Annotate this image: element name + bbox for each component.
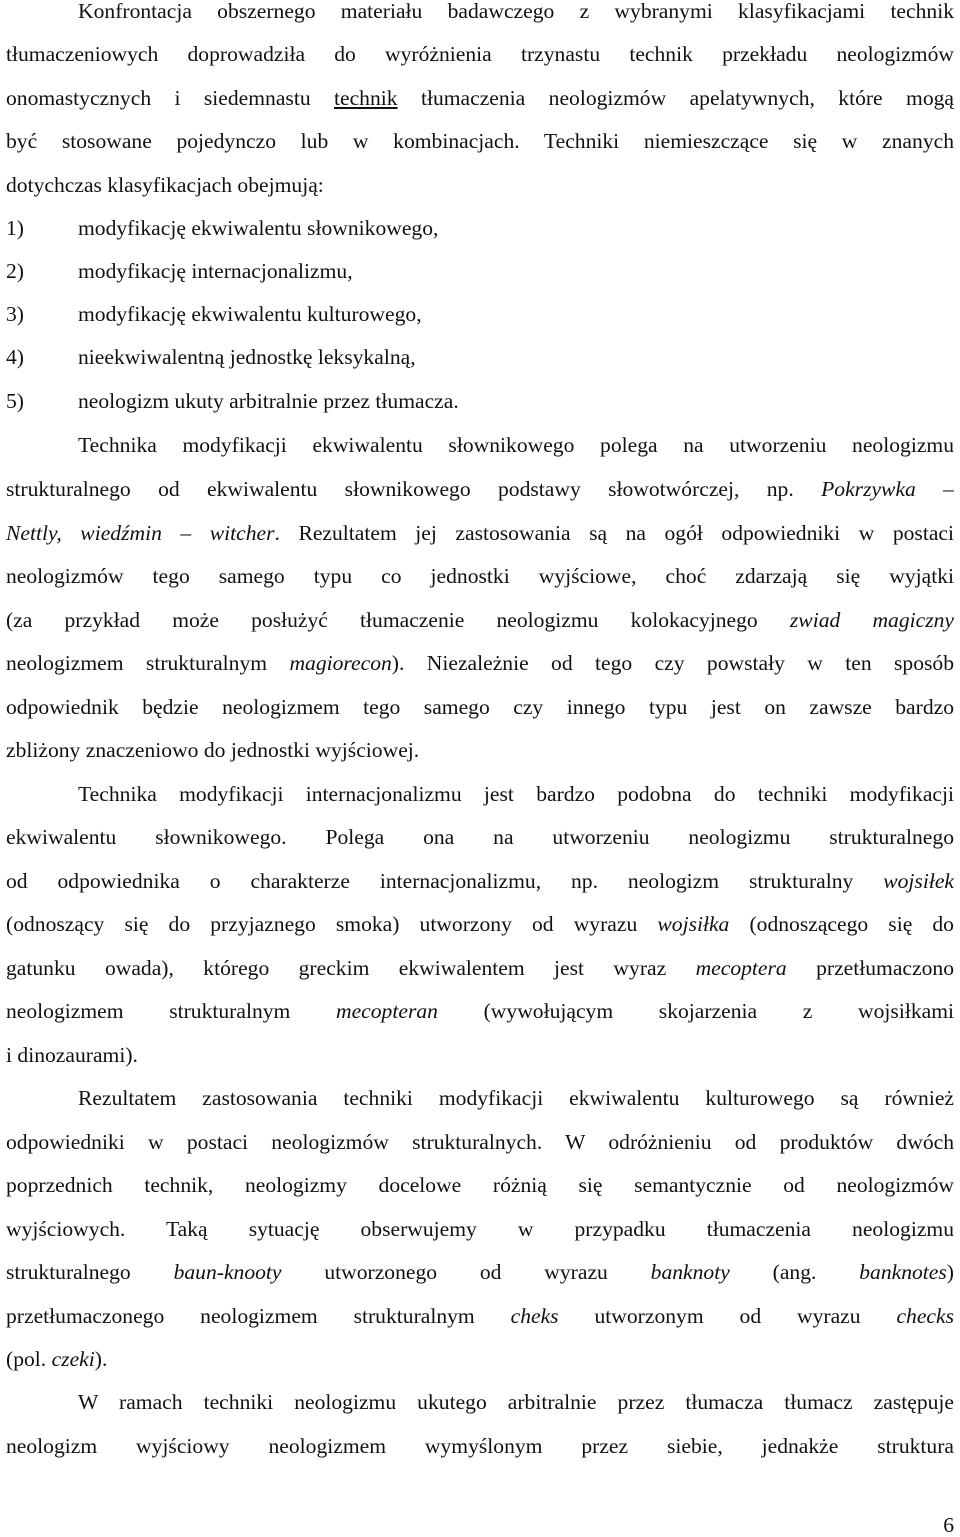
text-span: (odnoszącego się do bbox=[729, 912, 954, 936]
text-span: ). bbox=[94, 1347, 108, 1371]
paragraph-line bbox=[6, 1214, 954, 1244]
paragraph-line bbox=[6, 953, 954, 983]
list-item bbox=[6, 256, 954, 286]
paragraph-line bbox=[6, 909, 954, 939]
text-span: neologizm wyjściowy neologizmem wymyślonym przez siebie, jednakże struktura bbox=[6, 1434, 954, 1458]
italic-term: cheks bbox=[510, 1304, 559, 1328]
text-span: onomastycznych i siedemnastu bbox=[6, 86, 335, 110]
text-span: (odnoszący się do przyjaznego smoka) utworzony od wyrazu bbox=[6, 912, 658, 936]
paragraph-line bbox=[6, 1127, 954, 1157]
italic-term: Pokrzywka – bbox=[821, 477, 954, 501]
list-number: 1) bbox=[6, 216, 24, 240]
text-span: Konfrontacja obszernego materiału badawczego z wybranymi klasyfikacjami technik bbox=[78, 0, 954, 23]
text-span: . Rezultatem jej zastosowania są na ogół odpowiedniki w postaci bbox=[274, 521, 954, 545]
underlined-word: technik bbox=[334, 86, 398, 110]
text-span: poprzednich technik, neologizmy docelowe różnią się semantycznie od neologizmów bbox=[6, 1173, 954, 1197]
list-item bbox=[6, 342, 954, 372]
paragraph-line bbox=[6, 1040, 954, 1070]
paragraph-line bbox=[78, 1083, 954, 1113]
text-span: neologizmów tego samego typu co jednostki wyjściowe, choć zdarzają się wyjątki bbox=[6, 564, 954, 588]
paragraph-line bbox=[78, 0, 954, 26]
text-span: odpowiednik będzie neologizmem tego samego czy innego typu jest on zawsze bardzo bbox=[6, 695, 954, 719]
text-span: odpowiedniki w postaci neologizmów strukturalnych. W odróżnieniu od produktów dwóch bbox=[6, 1130, 954, 1154]
italic-term: checks bbox=[896, 1304, 954, 1328]
text-span: tłumaczenia neologizmów apelatywnych, które mogą bbox=[397, 86, 954, 110]
list-number: 2) bbox=[6, 259, 24, 283]
text-span: Rezultatem zastosowania techniki modyfikacji ekwiwalentu kulturowego są również bbox=[78, 1086, 954, 1110]
text-span: (za przykład może posłużyć tłumaczenie neologizmu kolokacyjnego bbox=[6, 608, 790, 632]
paragraph-line bbox=[6, 1257, 954, 1287]
paragraph-line bbox=[6, 170, 954, 200]
text-span: ) bbox=[946, 1260, 954, 1284]
italic-term: baun-knooty bbox=[173, 1260, 282, 1284]
paragraph-line bbox=[6, 648, 954, 678]
list-text: neologizm ukuty arbitralnie przez tłumacza. bbox=[78, 389, 459, 413]
italic-term: wojsiłka bbox=[657, 912, 730, 936]
italic-term: zwiad magiczny bbox=[789, 608, 954, 632]
paragraph-line bbox=[78, 779, 954, 809]
italic-term: czeki bbox=[51, 1347, 95, 1371]
italic-term: mecoptera bbox=[695, 956, 787, 980]
paragraph-line bbox=[6, 692, 954, 722]
text-span: strukturalnego od ekwiwalentu słownikowego podstawy słowotwórczej, np. bbox=[6, 477, 822, 501]
text-span: Technika modyfikacji internacjonalizmu jest bardzo podobna do techniki modyfikacji bbox=[78, 782, 954, 806]
list-item bbox=[6, 386, 954, 416]
list-item bbox=[6, 299, 954, 329]
paragraph-line bbox=[6, 735, 954, 765]
text-span: przetłumaczonego neologizmem strukturalnym bbox=[6, 1304, 511, 1328]
paragraph-line bbox=[6, 561, 954, 591]
paragraph-line bbox=[6, 866, 954, 896]
text-span: (pol. bbox=[6, 1347, 52, 1371]
text-span: ekwiwalentu słownikowego. Polega ona na utworzeniu neologizmu strukturalnego bbox=[6, 825, 954, 849]
list-number: 5) bbox=[6, 389, 24, 413]
text-span: W ramach techniki neologizmu ukutego arbitralnie przez tłumacza tłumacz zastępuje bbox=[78, 1390, 954, 1414]
italic-term: magiorecon bbox=[289, 651, 392, 675]
text-span: ). Niezależnie od tego czy powstały w ten sposób bbox=[391, 651, 954, 675]
paragraph-line bbox=[6, 1170, 954, 1200]
italic-term: wojsiłek bbox=[883, 869, 954, 893]
text-span: dotychczas klasyfikacjach obejmują: bbox=[6, 173, 324, 197]
paragraph-line bbox=[6, 1431, 954, 1461]
list-number: 4) bbox=[6, 345, 24, 369]
text-span: neologizmem strukturalnym bbox=[6, 651, 290, 675]
list-number: 3) bbox=[6, 302, 24, 326]
paragraph-line bbox=[78, 1387, 954, 1417]
paragraph-line bbox=[6, 996, 954, 1026]
paragraph-line bbox=[6, 126, 954, 156]
text-span: utworzonego od wyrazu bbox=[281, 1260, 651, 1284]
paragraph-line bbox=[6, 474, 954, 504]
paragraph-line bbox=[78, 430, 954, 460]
italic-term: banknoty bbox=[650, 1260, 730, 1284]
text-span: i dinozaurami). bbox=[6, 1043, 138, 1067]
paragraph-line bbox=[6, 1344, 954, 1374]
text-span: utworzonym od wyrazu bbox=[558, 1304, 897, 1328]
paragraph-line bbox=[6, 518, 954, 548]
paragraph-line bbox=[6, 1301, 954, 1331]
list-text: modyfikację ekwiwalentu kulturowego, bbox=[78, 302, 422, 326]
text-span: (wywołującym skojarzenia z wojsiłkami bbox=[437, 999, 954, 1023]
text-span: wyjściowych. Taką sytuację obserwujemy w przypadku tłumaczenia neologizmu bbox=[6, 1217, 954, 1241]
italic-term: banknotes bbox=[859, 1260, 947, 1284]
text-span: tłumaczeniowych doprowadziła do wyróżnienia trzynastu technik przekładu neologizmów bbox=[6, 42, 954, 66]
text-span: strukturalnego bbox=[6, 1260, 174, 1284]
paragraph-line bbox=[6, 605, 954, 635]
paragraph-line bbox=[6, 83, 954, 113]
list-text: nieekwiwalentną jednostkę leksykalną, bbox=[78, 345, 416, 369]
text-span: od odpowiednika o charakterze internacjonalizmu, np. neologizm strukturalny bbox=[6, 869, 884, 893]
text-span: zbliżony znaczeniowo do jednostki wyjściowej. bbox=[6, 738, 420, 762]
list-item bbox=[6, 213, 954, 243]
text-span: być stosowane pojedynczo lub w kombinacjach. Techniki niemieszczące się w znanych bbox=[6, 129, 954, 153]
list-text: modyfikację internacjonalizmu, bbox=[78, 259, 353, 283]
list-text: modyfikację ekwiwalentu słownikowego, bbox=[78, 216, 439, 240]
italic-term: Nettly, wiedźmin – witcher bbox=[6, 521, 275, 545]
page-number: 6 bbox=[943, 1513, 954, 1537]
italic-term: mecopteran bbox=[336, 999, 438, 1023]
text-span: przetłumaczono bbox=[786, 956, 954, 980]
text-span: neologizmem strukturalnym bbox=[6, 999, 336, 1023]
text-span: gatunku owada), którego greckim ekwiwalentem jest wyraz bbox=[6, 956, 696, 980]
text-span: (ang. bbox=[729, 1260, 860, 1284]
paragraph-line bbox=[6, 822, 954, 852]
text-span: Technika modyfikacji ekwiwalentu słownikowego polega na utworzeniu neologizmu bbox=[78, 433, 954, 457]
paragraph-line bbox=[6, 39, 954, 69]
